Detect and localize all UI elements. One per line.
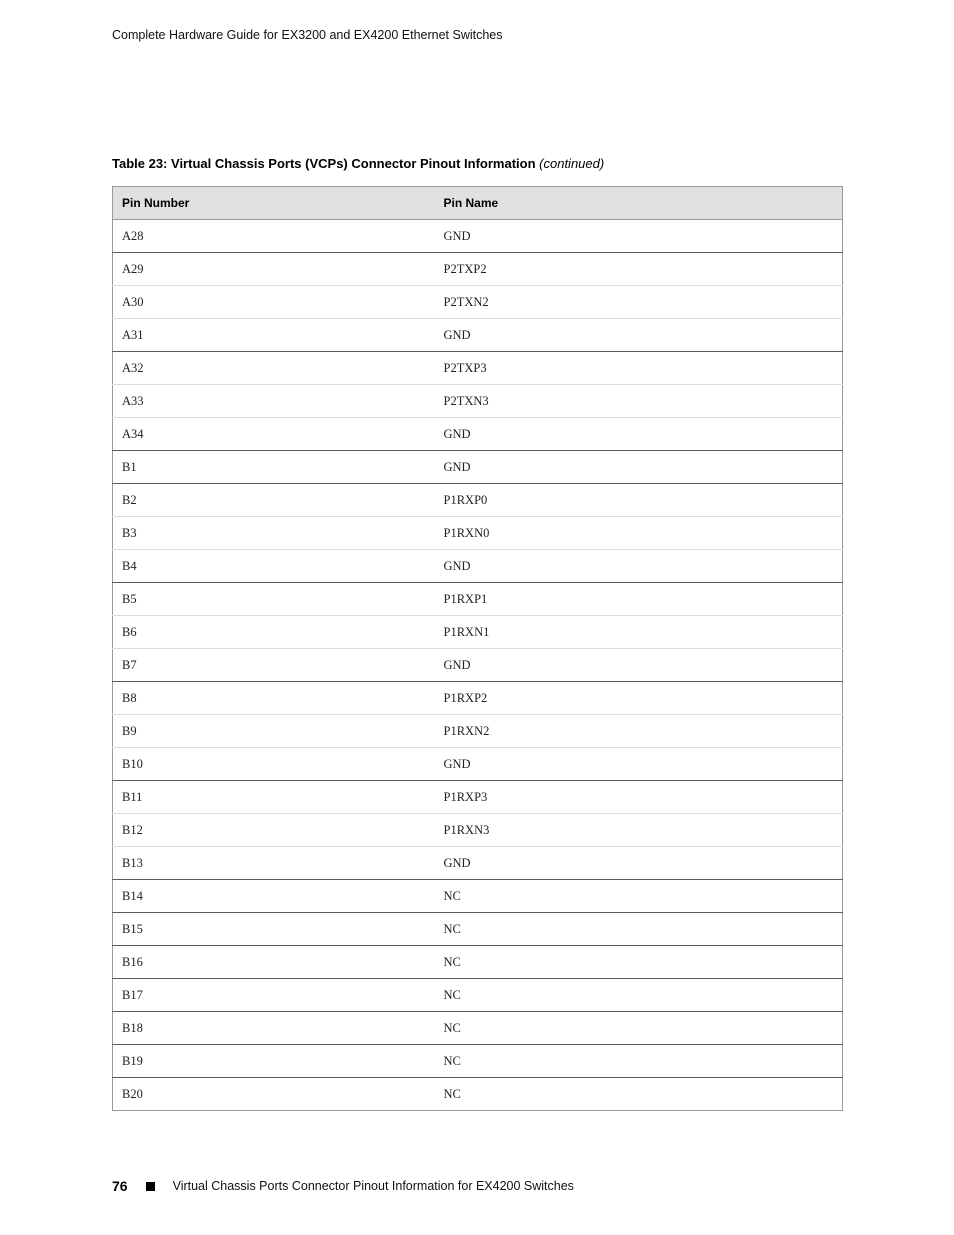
- pin-name-cell: P1RXP3: [435, 781, 843, 814]
- table-row: [113, 451, 843, 484]
- pin-number-cell: B9: [113, 715, 435, 748]
- pin-number-cell: B17: [113, 979, 435, 1012]
- pin-name-cell: P2TXP3: [435, 352, 843, 385]
- pin-name-cell: NC: [435, 1078, 843, 1111]
- pin-number-cell: B14: [113, 880, 435, 913]
- table-row: [113, 1078, 843, 1111]
- table-row: [113, 715, 843, 748]
- pinout-table: [112, 186, 843, 1111]
- pin-name-cell: NC: [435, 880, 843, 913]
- pin-number-cell: B18: [113, 1012, 435, 1045]
- table-row: [113, 913, 843, 946]
- pin-number-cell: A29: [113, 253, 435, 286]
- pin-number-cell: B1: [113, 451, 435, 484]
- table-row: [113, 484, 843, 517]
- pin-name-cell: GND: [435, 418, 843, 451]
- column-header-pin-name: Pin Name: [435, 187, 843, 220]
- pin-number-cell: B10: [113, 748, 435, 781]
- table-body: [113, 220, 843, 1111]
- pin-name-cell: GND: [435, 550, 843, 583]
- table-row: [113, 946, 843, 979]
- table-row: [113, 352, 843, 385]
- pin-number-cell: B6: [113, 616, 435, 649]
- running-header: Complete Hardware Guide for EX3200 and EX4200 Ethernet Switches: [112, 28, 503, 42]
- pin-number-cell: B5: [113, 583, 435, 616]
- pin-number-cell: A28: [113, 220, 435, 253]
- pin-name-cell: P2TXN3: [435, 385, 843, 418]
- table-row: [113, 286, 843, 319]
- pin-name-cell: GND: [435, 748, 843, 781]
- pin-name-cell: P1RXN2: [435, 715, 843, 748]
- table-row: [113, 319, 843, 352]
- pin-name-cell: P1RXN3: [435, 814, 843, 847]
- table-row: [113, 847, 843, 880]
- pin-number-cell: B8: [113, 682, 435, 715]
- table-row: [113, 979, 843, 1012]
- pin-name-cell: NC: [435, 1045, 843, 1078]
- pin-number-cell: B11: [113, 781, 435, 814]
- pin-name-cell: P1RXN1: [435, 616, 843, 649]
- pin-number-cell: A34: [113, 418, 435, 451]
- page-footer: [112, 1178, 574, 1194]
- table-row: [113, 418, 843, 451]
- table-row: [113, 253, 843, 286]
- pin-name-cell: P1RXP2: [435, 682, 843, 715]
- pin-number-cell: B19: [113, 1045, 435, 1078]
- pin-name-cell: GND: [435, 220, 843, 253]
- pin-name-cell: P2TXP2: [435, 253, 843, 286]
- table-row: [113, 385, 843, 418]
- pin-number-cell: B12: [113, 814, 435, 847]
- table-row: [113, 616, 843, 649]
- table-caption-continued: (continued): [539, 156, 605, 171]
- pin-name-cell: GND: [435, 649, 843, 682]
- pin-name-cell: NC: [435, 946, 843, 979]
- pin-number-cell: B16: [113, 946, 435, 979]
- pin-name-cell: NC: [435, 1012, 843, 1045]
- pin-number-cell: B15: [113, 913, 435, 946]
- pin-name-cell: P1RXP1: [435, 583, 843, 616]
- page-number: 76: [112, 1178, 128, 1194]
- table-row: [113, 649, 843, 682]
- table-row: [113, 682, 843, 715]
- pin-number-cell: B3: [113, 517, 435, 550]
- column-header-pin-number: Pin Number: [113, 187, 435, 220]
- table-row: [113, 220, 843, 253]
- footer-section-title: Virtual Chassis Ports Connector Pinout Information for EX4200 Switches: [172, 1179, 574, 1193]
- pin-number-cell: B13: [113, 847, 435, 880]
- pin-number-cell: A31: [113, 319, 435, 352]
- pin-name-cell: P1RXN0: [435, 517, 843, 550]
- table-row: [113, 583, 843, 616]
- table-row: [113, 1012, 843, 1045]
- table-row: [113, 517, 843, 550]
- table-row: [113, 781, 843, 814]
- pin-name-cell: NC: [435, 979, 843, 1012]
- pin-name-cell: GND: [435, 847, 843, 880]
- table-row: [113, 1045, 843, 1078]
- pin-name-cell: P2TXN2: [435, 286, 843, 319]
- pin-number-cell: B20: [113, 1078, 435, 1111]
- pin-number-cell: A32: [113, 352, 435, 385]
- pin-number-cell: B2: [113, 484, 435, 517]
- table-caption: [112, 156, 604, 171]
- footer-square-bullet: [146, 1182, 155, 1191]
- table-caption-title: Table 23: Virtual Chassis Ports (VCPs) Connector Pinout Information: [112, 156, 536, 171]
- pin-number-cell: A30: [113, 286, 435, 319]
- table-row: [113, 880, 843, 913]
- table-row: [113, 550, 843, 583]
- pin-name-cell: GND: [435, 319, 843, 352]
- table-header-row: [113, 187, 843, 220]
- pin-number-cell: B4: [113, 550, 435, 583]
- pin-name-cell: GND: [435, 451, 843, 484]
- pin-name-cell: P1RXP0: [435, 484, 843, 517]
- table-row: [113, 814, 843, 847]
- pin-number-cell: A33: [113, 385, 435, 418]
- pin-number-cell: B7: [113, 649, 435, 682]
- pin-name-cell: NC: [435, 913, 843, 946]
- table-row: [113, 748, 843, 781]
